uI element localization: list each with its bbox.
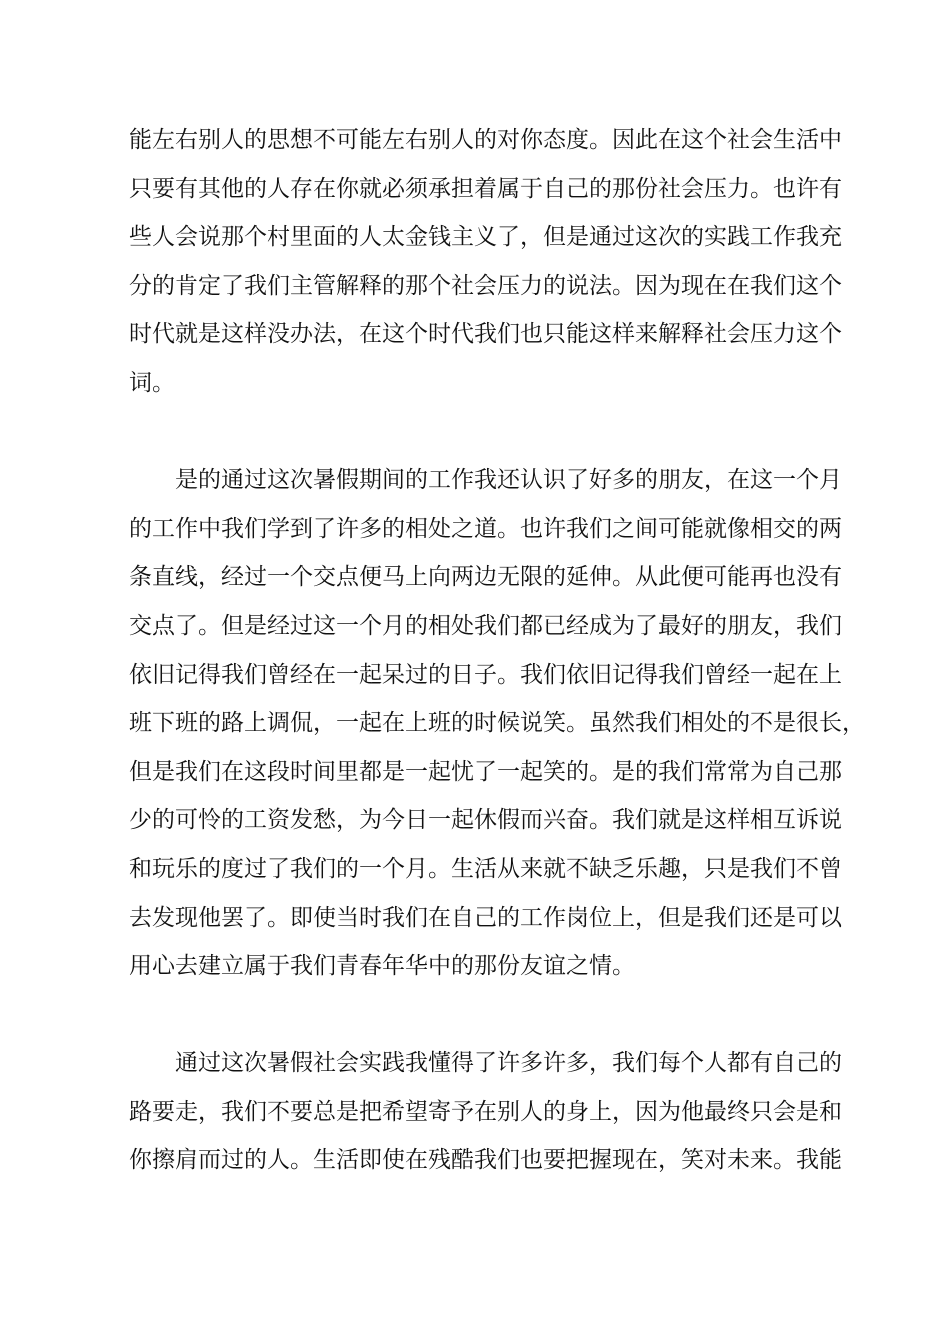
paragraph-line: 你擦肩而过的人。生活即使在残酷我们也要把握现在，笑对未来。我能 [129,1147,842,1174]
document-body [129,116,865,1185]
paragraph-1 [129,116,842,408]
paragraph-line: 分的肯定了我们主管解释的那个社会压力的说法。因为现在在我们这个 [129,272,842,299]
paragraph-3 [129,1039,842,1185]
paragraph-line: 交点了。但是经过这一个月的相处我们都已经成为了最好的朋友，我们 [129,612,842,639]
paragraph-gap [129,991,829,1040]
paragraph-gap [129,408,829,457]
paragraph-line: 路要走，我们不要总是把希望寄予在别人的身上，因为他最终只会是和 [129,1098,842,1125]
paragraph-line: 能左右别人的思想不可能左右别人的对你态度。因此在这个社会生活中 [129,127,842,153]
paragraph-line: 词。 [129,369,175,396]
paragraph-2 [129,456,865,991]
paragraph-line: 和玩乐的度过了我们的一个月。生活从来就不缺乏乐趣，只是我们不曾 [129,855,842,882]
paragraph-line: 少的可怜的工资发愁，为今日一起休假而兴奋。我们就是这样相互诉说 [129,807,842,834]
paragraph-line: 去发现他罢了。即使当时我们在自己的工作岗位上，但是我们还是可以 [129,904,842,931]
paragraph-line: 用心去建立属于我们青春年华中的那份友谊之情。 [129,953,635,980]
paragraph-line: 只要有其他的人存在你就必须承担着属于自己的那份社会压力。也许有 [129,175,842,202]
paragraph-line: 通过这次暑假社会实践我懂得了许多许多，我们每个人都有自己的 [175,1050,842,1077]
paragraph-line: 班下班的路上调侃，一起在上班的时候说笑。虽然我们相处的不是很长， [129,710,865,737]
paragraph-line: 的工作中我们学到了许多的相处之道。也许我们之间可能就像相交的两 [129,515,842,542]
paragraph-line: 些人会说那个村里面的人太金钱主义了，但是通过这次的实践工作我充 [129,224,842,251]
paragraph-line: 但是我们在这段时间里都是一起忧了一起笑的。是的我们常常为自己那 [129,758,842,785]
paragraph-line: 是的通过这次暑假期间的工作我还认识了好多的朋友，在这一个月 [175,467,842,494]
paragraph-line: 条直线，经过一个交点便马上向两边无限的延伸。从此便可能再也没有 [129,564,842,591]
paragraph-line: 时代就是这样没办法，在这个时代我们也只能这样来解释社会压力这个 [129,321,842,348]
paragraph-line: 依旧记得我们曾经在一起呆过的日子。我们依旧记得我们曾经一起在上 [129,661,842,688]
